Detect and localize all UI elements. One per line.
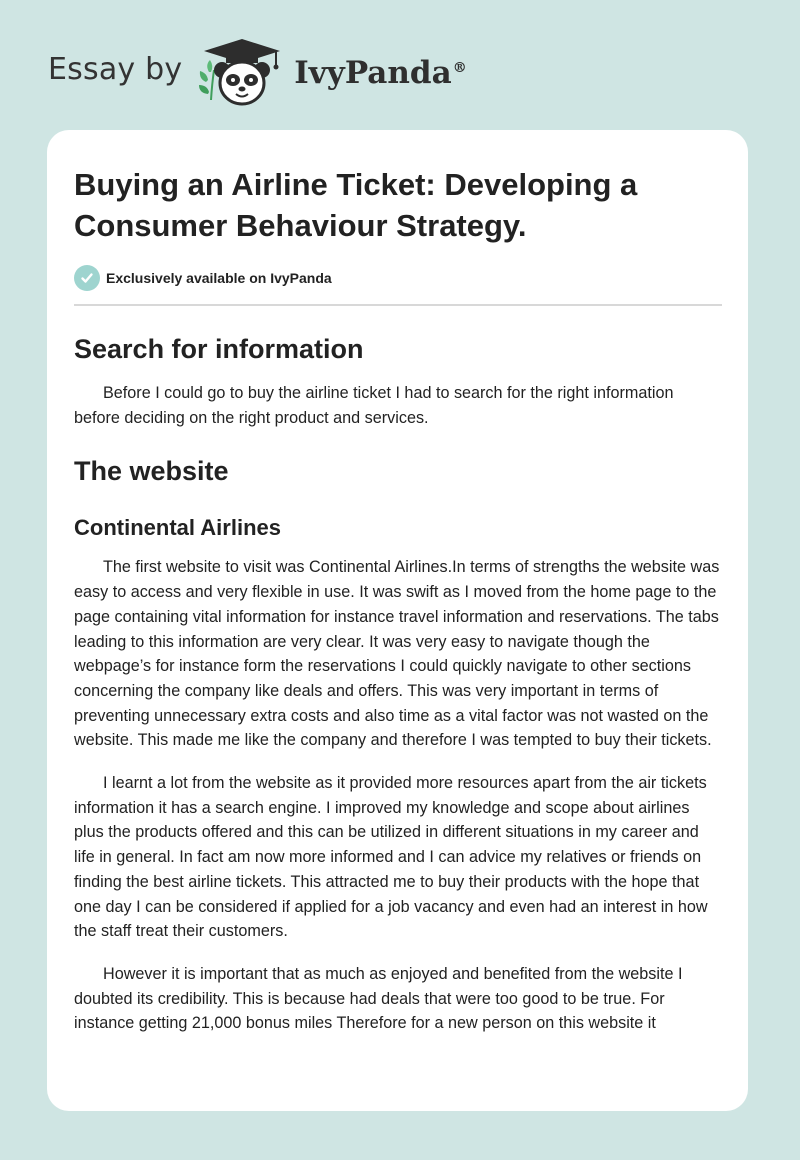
essay-title: Buying an Airline Ticket: Developing a Consumer Behaviour Strategy. (74, 167, 638, 243)
paragraph: I learnt a lot from the website as it provided more resources apart from the air tickets information it has a search engine. I improved my knowledge and scope about airlines plus the products offered and this can be utilized in different situations in my career and life in general. In fact am now more informed and I can advice my relatives or friends on finding the best airline tickets. This attracted me to buy their products with the hope that one day I can be considered if applied for a job vacancy and even had an interest in how the staff treat their customers. (74, 774, 708, 941)
essay-card (47, 130, 748, 1111)
paragraph: Before I could go to buy the airline ticket I had to search for the right information before deciding on the right product and services. (74, 384, 674, 427)
paragraph: However it is important that as much as enjoyed and benefited from the website I doubted its credibility. This is because had deals that were too good to be true. For instance getting 21,000 bonus miles Therefore for a new person on this website it (74, 964, 683, 1033)
check-icon (74, 265, 100, 291)
brand-prefix: Essay by (48, 51, 183, 87)
section-heading: The website (74, 456, 229, 487)
brand-name: IvyPanda® (294, 55, 467, 91)
section-heading: Search for information (74, 334, 364, 364)
subsection-heading: Continental Airlines (74, 515, 281, 541)
exclusive-badge (74, 265, 722, 306)
brand-header (48, 36, 467, 108)
panda-logo-icon (196, 36, 288, 108)
registered-mark: ® (452, 59, 467, 76)
badge-text: Exclusively available on IvyPanda (106, 270, 332, 286)
paragraph: The first website to visit was Continental Airlines.In terms of strengths the website was easy to access and very flexible in use. It was swift as I moved from the home page to the page containing vital information for instance travel information and reservations. The tabs leading to this information are very clear. It was very easy to navigate though the webpage’s for instance form the reservations I could quickly navigate to other sections concerning the company like deals and offers. This was very important in terms of preventing unnecessary extra costs and also time as a vital factor was not wasted on the website. This made me like the company and therefore I was tempted to buy their tickets. (74, 558, 720, 750)
